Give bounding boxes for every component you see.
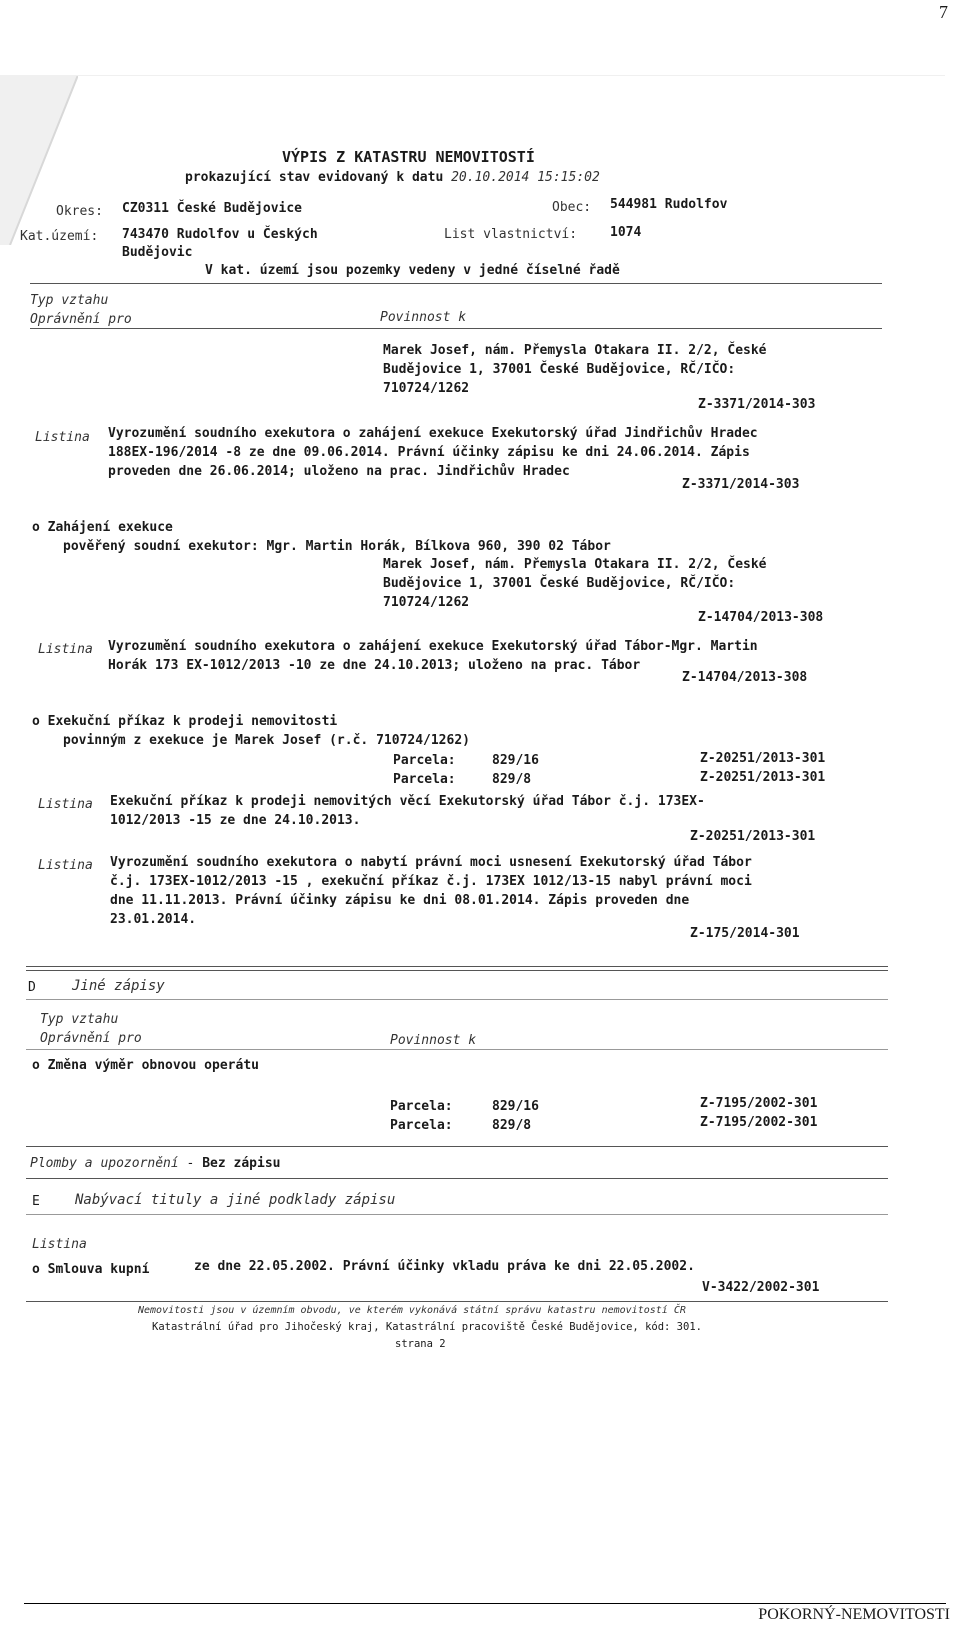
divider-plomby-bottom	[26, 1178, 888, 1179]
section-d-title: Jiné zápisy	[72, 978, 165, 994]
subtitle-date: 20.10.2014 15:15:02	[451, 170, 600, 185]
divider-columns	[30, 328, 882, 329]
entry2-ref1: Z-14704/2013-308	[698, 610, 824, 625]
lv-value: 1074	[610, 225, 642, 240]
divider-section-d-b	[26, 970, 888, 971]
entry2-owner-line3: 710724/1262	[383, 595, 470, 610]
katuzemi-value-line2: Budějovic	[122, 245, 193, 260]
entry2-title: o Zahájení exekuce	[32, 520, 173, 535]
entry3-listina2-line2: č.j. 173EX-1012/2013 -15 , exekuční příkaz č.j. 173EX 1012/13-15 nabyl právní moci	[110, 874, 752, 889]
entry3-listina1-line2: 1012/2013 -15 ze dne 24.10.2013.	[110, 813, 361, 828]
plomby-row	[30, 1156, 280, 1171]
entry3-listina2-ref: Z-175/2014-301	[690, 926, 800, 941]
divider-section-d-a	[26, 966, 888, 967]
entry3-listina1-line1: Exekuční příkaz k prodeji nemovitých věcí Exekutorský úřad Tábor č.j. 173EX-	[110, 794, 705, 809]
divider-header	[30, 283, 882, 284]
footer-line3: strana 2	[395, 1338, 446, 1350]
entry3-listina2-line3: dne 11.11.2013. Právní účinky zápisu ke dni 08.01.2014. Zápis proveden dne	[110, 893, 690, 908]
typ-vztahu-label: Typ vztahu	[30, 293, 109, 308]
divider-footer	[26, 1301, 888, 1302]
entry1-owner-line1: Marek Josef, nám. Přemysla Otakara II. 2/2, České	[383, 343, 767, 358]
section-d-parcel1-ref: Z-7195/2002-301	[700, 1096, 818, 1111]
entry3-title: o Exekuční příkaz k prodeji nemovitosti	[32, 714, 338, 729]
section-e-letter: E	[32, 1194, 40, 1209]
entry2-owner-line1: Marek Josef, nám. Přemysla Otakara II. 2/2, České	[383, 557, 767, 572]
section-d-parcel2-ref: Z-7195/2002-301	[700, 1115, 818, 1130]
lv-label: List vlastnictví:	[444, 227, 578, 242]
obec-value: 544981 Rudolfov	[610, 197, 728, 212]
entry3-listina2-line1: Vyrozumění soudního exekutora o nabytí právní moci usnesení Exekutorský úřad Tábor	[110, 855, 752, 870]
opravneni-pro-label: Oprávnění pro	[30, 312, 132, 327]
divider-section-d-title	[26, 999, 888, 1000]
entry1-listina-label: Listina	[35, 430, 90, 445]
section-e-entry-prefix: o Smlouva kupní	[32, 1262, 150, 1277]
section-d-parcel1-value: 829/16	[492, 1099, 539, 1114]
entry2-listina-label: Listina	[38, 642, 93, 657]
entry3-listina1-label: Listina	[38, 797, 93, 812]
okres-label: Okres:	[56, 204, 103, 219]
plomby-dash: -	[186, 1156, 195, 1171]
entry1-listina-line3: proveden dne 26.06.2014; uloženo na prac. Jindřichův Hradec	[108, 464, 570, 479]
section-d-entry-title: o Změna výměr obnovou operátu	[32, 1058, 259, 1073]
katuzemi-value-line1: 743470 Rudolfov u Českých	[122, 227, 318, 242]
scan-shadow	[0, 75, 78, 245]
entry1-ref1: Z-3371/2014-303	[698, 397, 816, 412]
document-title: VÝPIS Z KATASTRU NEMOVITOSTÍ	[282, 148, 535, 166]
entry2-line: pověřený soudní exekutor: Mgr. Martin Horák, Bílkova 960, 390 02 Tábor	[63, 539, 611, 554]
divider-section-e	[26, 1214, 888, 1215]
subtitle	[185, 170, 600, 185]
entry3-parcel2-value: 829/8	[492, 772, 532, 787]
section-d-typ-vztahu: Typ vztahu	[40, 1012, 119, 1027]
entry2-owner-line2: Budějovice 1, 37001 České Budějovice, RČ/IČO:	[383, 576, 736, 591]
entry3-listina2-line4: 23.01.2014.	[110, 912, 197, 927]
divider-plomby	[26, 1146, 888, 1147]
plomby-value: Bez zápisu	[202, 1156, 281, 1171]
entry1-listina-line2: 188EX-196/2014 -8 ze dne 09.06.2014. Právní účinky zápisu ke dni 24.06.2014. Zápis	[108, 445, 750, 460]
entry1-owner-line2: Budějovice 1, 37001 České Budějovice, RČ/IČO:	[383, 362, 736, 377]
entry3-listina2-label: Listina	[38, 858, 93, 873]
subtitle-prefix: prokazující stav evidovaný k datu	[185, 170, 444, 185]
entry3-listina1-ref: Z-20251/2013-301	[690, 829, 816, 844]
section-e-entry-text: ze dne 22.05.2002. Právní účinky vkladu práva ke dni 22.05.2002.	[194, 1259, 695, 1274]
section-d-parcel2-label: Parcela:	[390, 1118, 453, 1133]
divider-section-d-columns	[26, 1049, 888, 1050]
section-d-letter: D	[28, 980, 36, 995]
section-d-opravneni-pro: Oprávnění pro	[40, 1031, 142, 1046]
entry2-ref2: Z-14704/2013-308	[682, 670, 808, 685]
section-e-listina-label: Listina	[32, 1237, 87, 1252]
entry3-parcel2-label: Parcela:	[393, 772, 456, 787]
section-e-title: Nabývací tituly a jiné podklady zápisu	[75, 1192, 396, 1208]
entry2-listina-line1: Vyrozumění soudního exekutora o zahájení exekuce Exekutorský úřad Tábor-Mgr. Martin	[108, 639, 758, 654]
katuzemi-note: V kat. území jsou pozemky vedeny v jedné číselné řadě	[205, 263, 620, 278]
divider-page-bottom	[24, 1603, 946, 1604]
entry1-listina-line1: Vyrozumění soudního exekutora o zahájení exekuce Exekutorský úřad Jindřichův Hradec	[108, 426, 758, 441]
section-d-parcel2-value: 829/8	[492, 1118, 532, 1133]
entry1-owner-line3: 710724/1262	[383, 381, 470, 396]
entry2-listina-line2: Horák 173 EX-1012/2013 -10 ze dne 24.10.2013; uloženo na prac. Tábor	[108, 658, 641, 673]
okres-value: CZ0311 České Budějovice	[122, 201, 303, 216]
plomby-label: Plomby a upozornění	[30, 1156, 179, 1171]
entry3-parcel2-ref: Z-20251/2013-301	[700, 770, 826, 785]
entry3-parcel1-value: 829/16	[492, 753, 539, 768]
scan-top-edge	[0, 75, 945, 76]
obec-label: Obec:	[552, 200, 592, 215]
section-d-parcel1-label: Parcela:	[390, 1099, 453, 1114]
footer-line1: Nemovitosti jsou v územním obvodu, ve kterém vykonává státní správu katastru nemovitostí ČR	[138, 1305, 686, 1316]
footer-brand: POKORNÝ-NEMOVITOSTI	[758, 1606, 950, 1623]
katuzemi-label: Kat.území:	[20, 229, 99, 244]
section-e-ref: V-3422/2002-301	[702, 1280, 820, 1295]
footer-line2: Katastrální úřad pro Jihočeský kraj, Katastrální pracoviště České Budějovice, kód: 301.	[152, 1321, 702, 1333]
povinnost-k-label: Povinnost k	[380, 310, 467, 325]
section-d-povinnost-k: Povinnost k	[390, 1033, 477, 1048]
entry3-parcel1-label: Parcela:	[393, 753, 456, 768]
entry3-line: povinným z exekuce je Marek Josef (r.č. 710724/1262)	[63, 733, 470, 748]
entry1-ref2: Z-3371/2014-303	[682, 477, 800, 492]
page-number: 7	[939, 2, 948, 22]
entry3-parcel1-ref: Z-20251/2013-301	[700, 751, 826, 766]
